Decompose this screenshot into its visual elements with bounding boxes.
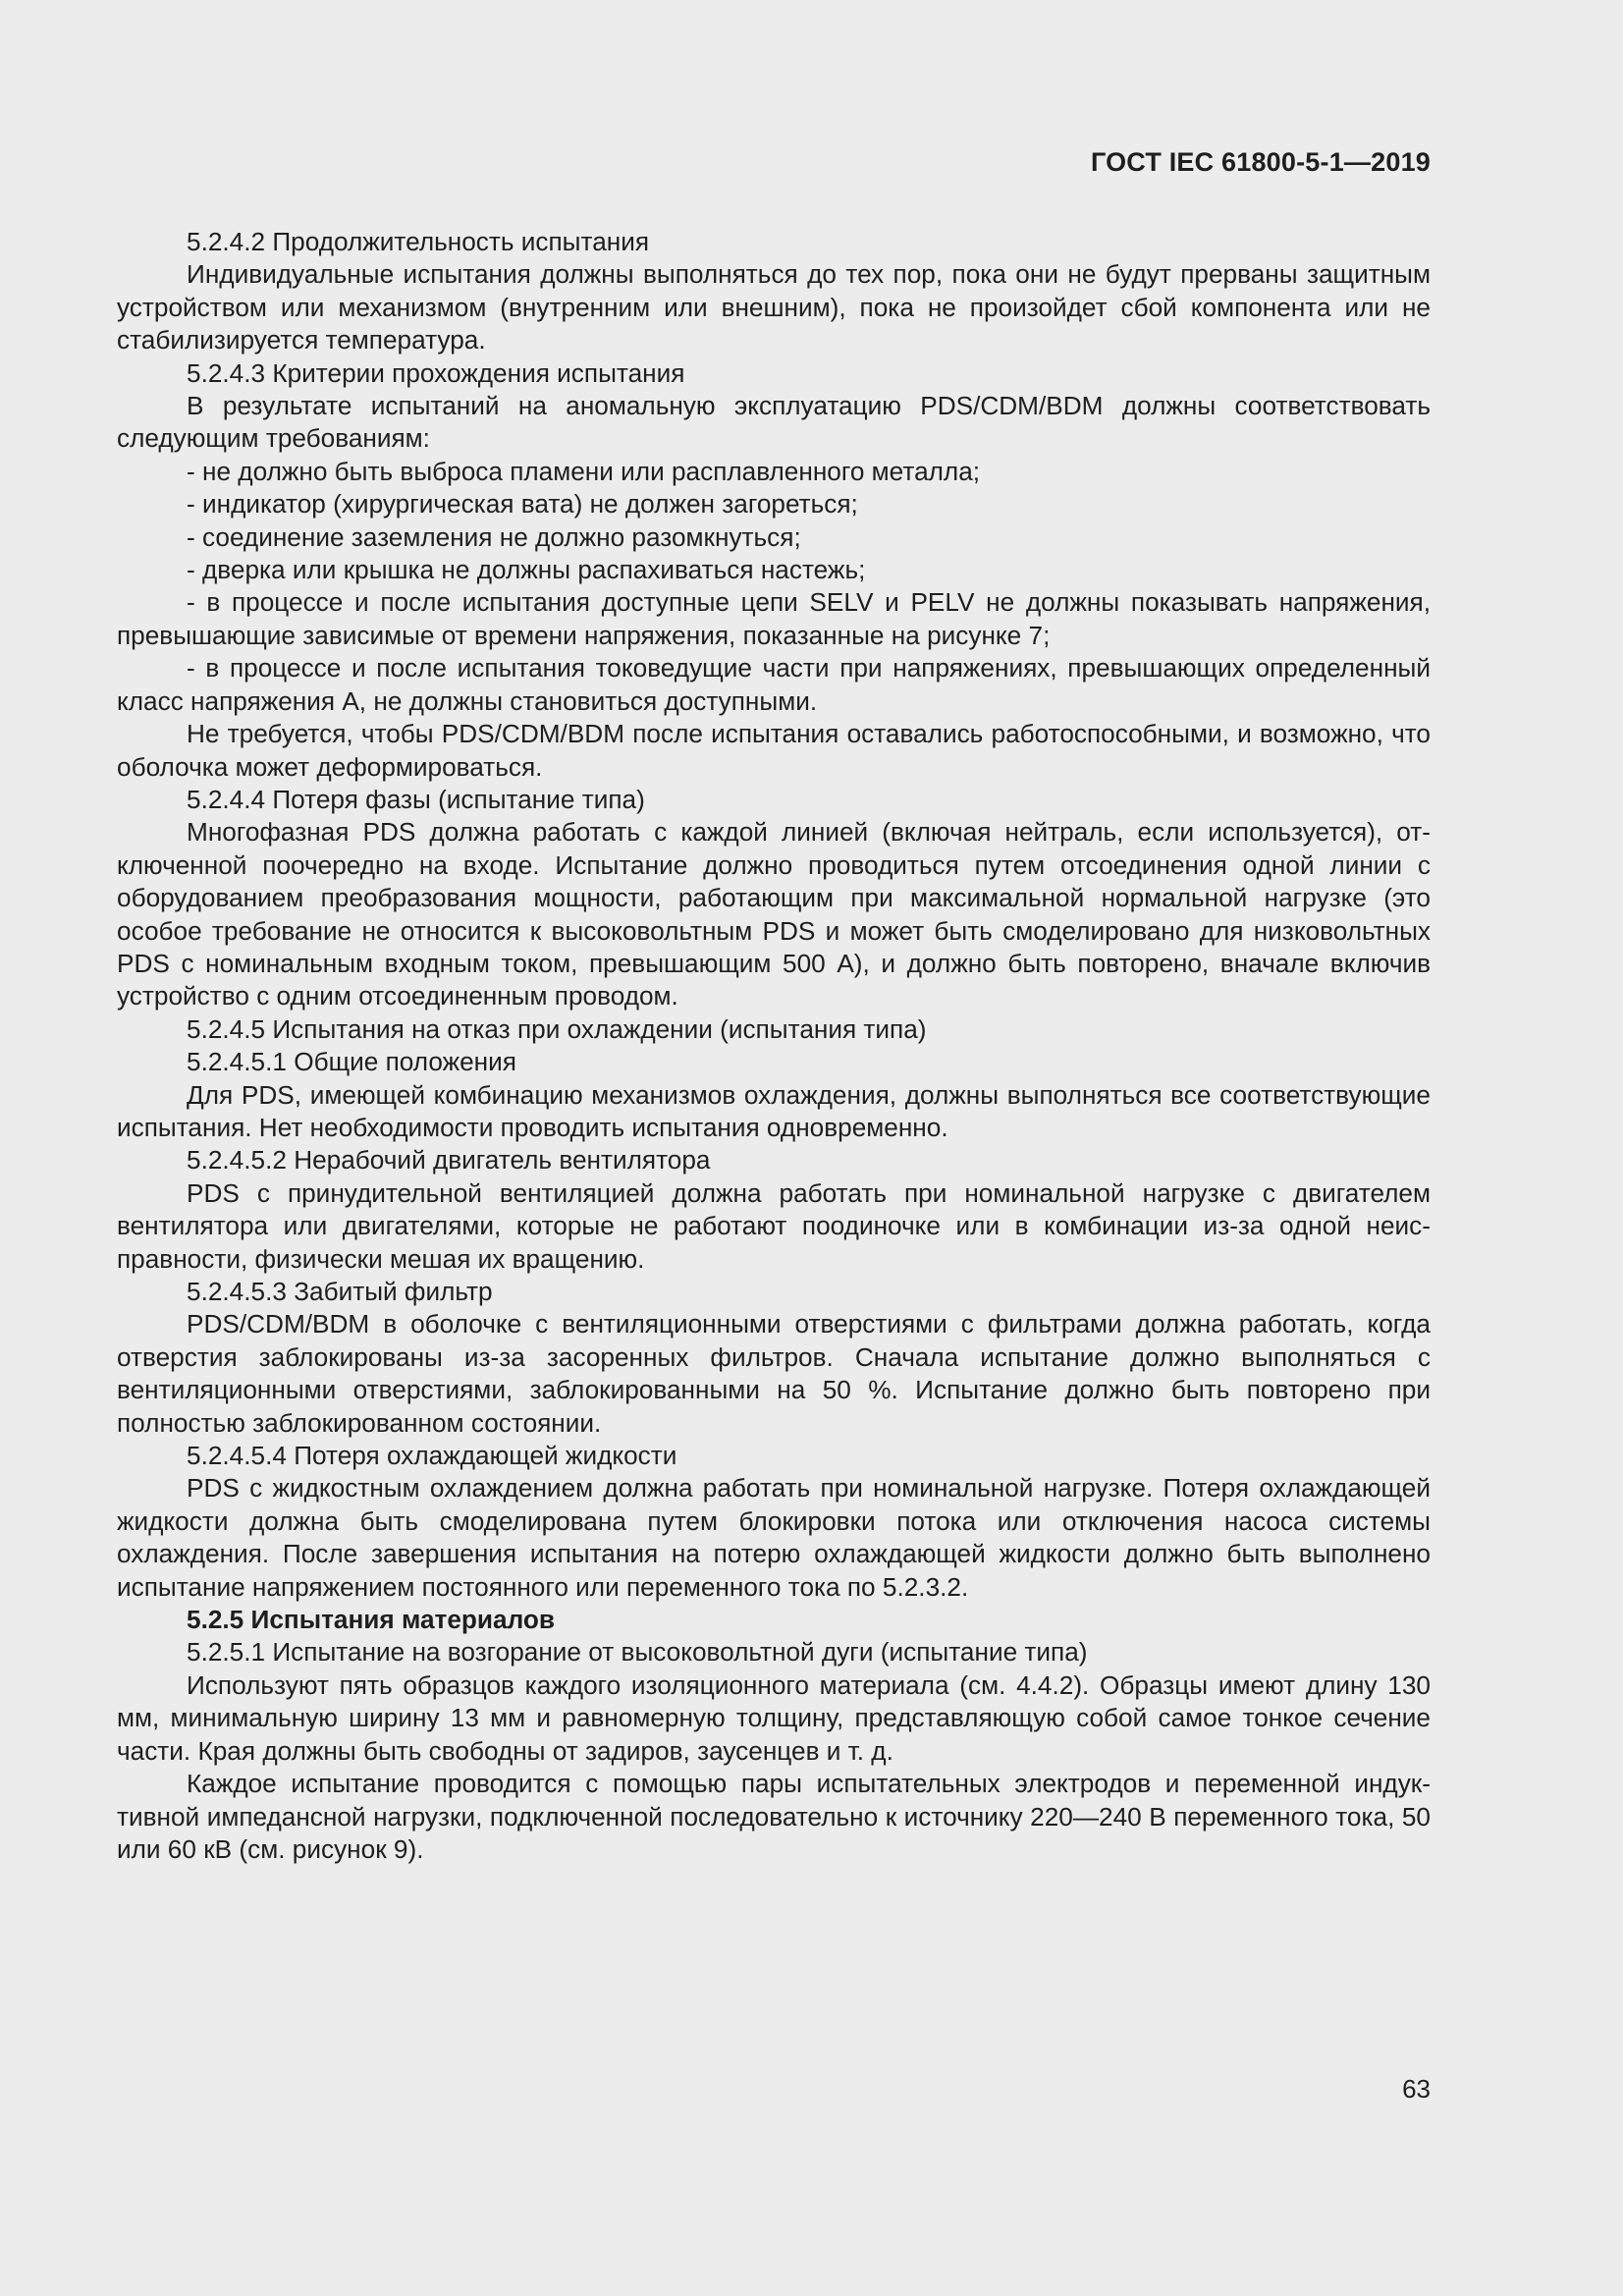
list-item: - индикатор (хирургическая вата) не должен загореться; (187, 489, 858, 519)
section-heading-5-2-4-3: 5.2.4.3 Критерии прохождения испытания (187, 357, 685, 388)
paragraph: PDS/CDM/BDM в оболочке с вентиляционными отверстиями с фильтрами должна работать, когда отверстия заблокированы из-за засоренных фильтров. Сначала испытание должно выполняться с вентиляционными отверстиями, заблокированными на 50 %. Испытание должно быть повторено при полностью заблокированном состоянии. (117, 1309, 1431, 1438)
list-item: - дверка или крышка не должны распахиваться настежь; (187, 555, 866, 585)
section-heading-5-2-4-5-3: 5.2.4.5.3 Забитый фильтр (187, 1277, 493, 1306)
section-heading-5-2-5: 5.2.5 Испытания материалов (187, 1605, 555, 1635)
section-heading-5-2-4-5-4: 5.2.4.5.4 Потеря охлаждающей жидкости (187, 1441, 677, 1471)
paragraph: Для PDS, имеющей комбинацию механизмов охлаждения, должны выполняться все соответствующие испытания. Нет необходимости проводить испытания одновременно. (117, 1079, 1431, 1142)
document-body (117, 226, 1431, 1866)
paragraph: Многофазная PDS должна работать с каждой линией (включая нейтраль, если используется), отключенной поочередно на входе. Испытание должно проводиться путем отсоединения одной линии с оборудованием преобразования мощности, работающим при максимальной нормальной нагрузке (это особое требование не относится к высоковольтным PDS и может быть смоделировано для низковольтных PDS с номинальным входным током, превышающим 500 А), и должно быть повторено, вначале включив устройство с одним отсоединенным проводом. (117, 817, 1431, 1011)
page-number: 63 (1402, 2074, 1431, 2104)
section-heading-5-2-4-5-1: 5.2.4.5.1 Общие положения (187, 1047, 516, 1077)
paragraph: PDS с жидкостным охлаждением должна работать при номинальной нагрузке. Потеря охлаждающей жидкости должна быть смоделирована путем блокировки потока или отключения насоса системы охлаждения. После завершения испытания на потерю охлаждающей жидкости должно быть выполнено испытание напряжением постоянного или переменного тока по 5.2.3.2. (117, 1473, 1431, 1602)
section-heading-5-2-4-5-2: 5.2.4.5.2 Нерабочий двигатель вентилятора (187, 1145, 711, 1175)
paragraph: Каждое испытание проводится с помощью пары испытательных электродов и переменной индуктивной импедансной нагрузки, подключенной последовательно к источнику 220—240 В переменного тока, 50 или 60 кВ (см. рисунок 9). (117, 1769, 1431, 1864)
list-item: - в процессе и после испытания доступные цепи SELV и PELV не должны показывать напряжения, превышающие зависимые от времени напряжения, показанные на рисунке 7; (117, 587, 1431, 650)
list-item: - соединение заземления не должно разомкнуться; (187, 521, 801, 552)
document-code-header: ГОСТ IEC 61800-5-1—2019 (1090, 147, 1431, 177)
paragraph: Не требуется, чтобы PDS/CDM/BDM после испытания оставались работоспособными, и возможно, что оболочка может деформироваться. (117, 719, 1431, 782)
section-heading-5-2-4-5: 5.2.4.5 Испытания на отказ при охлаждении (испытания типа) (187, 1013, 927, 1044)
paragraph: Индивидуальные испытания должны выполняться до тех пор, пока они не будут прерваны защитным устройством или механизмом (внутренним или внешним), пока не произойдет сбой компонента или не стабилизируется температура. (117, 259, 1431, 355)
paragraph: В результате испытаний на аномальную эксплуатацию PDS/CDM/BDM должны соответствовать следующим требованиям: (117, 391, 1431, 454)
section-heading-5-2-5-1: 5.2.5.1 Испытание на возгорание от высоковольтной дуги (испытание типа) (187, 1637, 1088, 1667)
paragraph: Используют пять образцов каждого изоляционного материала (см. 4.4.2). Образцы имеют длину 130 мм, минимальную ширину 13 мм и равномерную толщину, представляющую собой самое тонкое сечение части. Края должны быть свободны от задиров, заусенцев и т. д. (117, 1669, 1431, 1766)
section-heading-5-2-4-4: 5.2.4.4 Потеря фазы (испытание типа) (187, 784, 645, 814)
paragraph: PDS с принудительной вентиляцией должна работать при номинальной нагрузке с двигателем вентилятора или двигателями, которые не работают поодиночке или в комбинации из-за одной неисправности, физически мешая их вращению. (117, 1177, 1431, 1274)
section-heading-5-2-4-2: 5.2.4.2 Продолжительность испытания (187, 227, 650, 256)
list-item: - не должно быть выброса пламени или расплавленного металла; (187, 456, 981, 486)
list-item: - в процессе и после испытания токоведущие части при напряжениях, превышающих определенный класс напряжения А, не должны становиться доступными. (117, 653, 1431, 716)
